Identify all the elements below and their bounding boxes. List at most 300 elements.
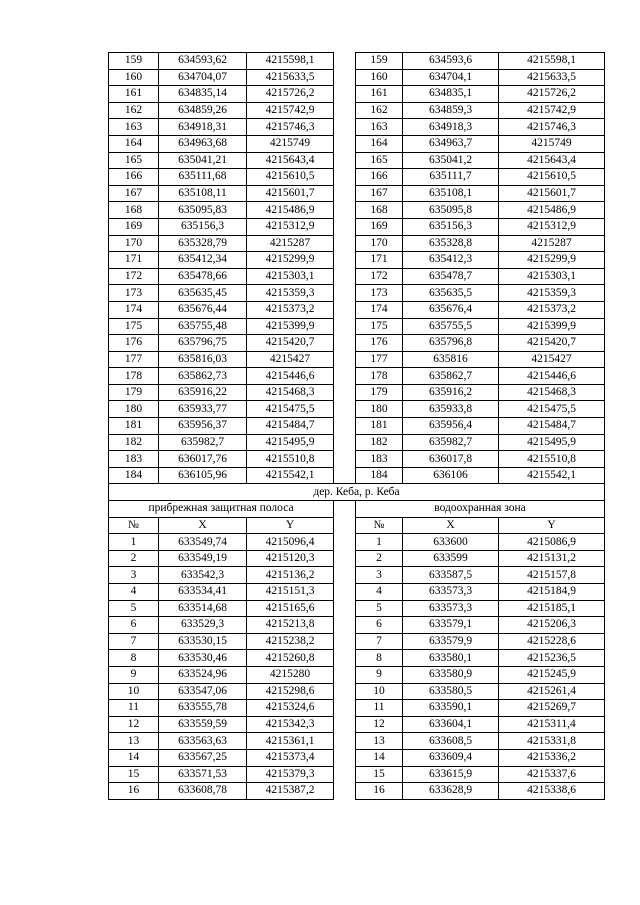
right-y-cell: 4215331,8 <box>499 733 605 750</box>
right-x-cell: 633615,9 <box>403 766 499 783</box>
left-x-cell: 634859,26 <box>159 102 247 119</box>
table-row <box>109 683 605 700</box>
right-num-header: № <box>356 517 403 534</box>
left-num-cell: 1 <box>109 534 159 551</box>
right-y-cell: 4215185,1 <box>499 600 605 617</box>
left-y-cell: 4215601,7 <box>247 185 334 202</box>
right-x-cell: 633580,5 <box>403 683 499 700</box>
column-gap <box>334 301 356 318</box>
right-y-cell: 4215337,6 <box>499 766 605 783</box>
left-y-cell: 4215151,3 <box>247 584 334 601</box>
right-x-cell: 634918,3 <box>403 119 499 136</box>
right-y-cell: 4215601,7 <box>499 185 605 202</box>
right-x-cell: 634859,3 <box>403 102 499 119</box>
right-y-cell: 4215598,1 <box>499 53 605 70</box>
table-row <box>109 53 605 70</box>
table-row <box>109 401 605 418</box>
table-row <box>109 102 605 119</box>
column-gap <box>334 783 356 800</box>
left-x-cell: 633524,96 <box>159 666 247 683</box>
left-x-cell: 635862,73 <box>159 368 247 385</box>
left-x-cell: 633549,19 <box>159 550 247 567</box>
right-y-cell: 4215206,3 <box>499 617 605 634</box>
right-x-cell: 635816 <box>403 351 499 368</box>
left-num-cell: 181 <box>109 418 159 435</box>
right-x-cell: 635916,2 <box>403 384 499 401</box>
column-gap <box>334 401 356 418</box>
left-y-header: Y <box>247 517 334 534</box>
column-gap <box>334 451 356 468</box>
right-num-cell: 169 <box>356 218 403 235</box>
left-num-cell: 6 <box>109 617 159 634</box>
table-row <box>109 666 605 683</box>
right-num-cell: 12 <box>356 716 403 733</box>
right-num-cell: 182 <box>356 434 403 451</box>
left-num-cell: 10 <box>109 683 159 700</box>
left-num-cell: 160 <box>109 69 159 86</box>
right-y-cell: 4215287 <box>499 235 605 252</box>
table-row <box>109 633 605 650</box>
right-y-cell: 4215542,1 <box>499 467 605 484</box>
left-y-cell: 4215468,3 <box>247 384 334 401</box>
right-num-cell: 173 <box>356 285 403 302</box>
right-y-cell: 4215486,9 <box>499 202 605 219</box>
left-y-cell: 4215373,4 <box>247 749 334 766</box>
right-y-header: Y <box>499 517 605 534</box>
column-gap <box>334 69 356 86</box>
table-row <box>109 202 605 219</box>
left-x-cell: 635755,48 <box>159 318 247 335</box>
right-num-cell: 159 <box>356 53 403 70</box>
right-num-cell: 163 <box>356 119 403 136</box>
left-num-cell: 16 <box>109 783 159 800</box>
left-num-cell: 15 <box>109 766 159 783</box>
table-row <box>109 550 605 567</box>
right-x-cell: 633604,1 <box>403 716 499 733</box>
left-num-cell: 3 <box>109 567 159 584</box>
left-table-title: прибрежная защитная полоса <box>109 501 334 518</box>
table-row <box>109 567 605 584</box>
right-y-cell: 4215510,8 <box>499 451 605 468</box>
left-x-cell: 635956,37 <box>159 418 247 435</box>
left-x-cell: 635328,79 <box>159 235 247 252</box>
right-x-cell: 635982,7 <box>403 434 499 451</box>
right-num-cell: 172 <box>356 268 403 285</box>
left-x-cell: 635156,3 <box>159 218 247 235</box>
left-y-cell: 4215165,6 <box>247 600 334 617</box>
left-y-cell: 4215299,9 <box>247 252 334 269</box>
left-y-cell: 4215359,3 <box>247 285 334 302</box>
column-gap <box>334 152 356 169</box>
table-row <box>109 368 605 385</box>
left-num-cell: 182 <box>109 434 159 451</box>
left-y-cell: 4215324,6 <box>247 700 334 717</box>
right-y-cell: 4215742,9 <box>499 102 605 119</box>
column-gap <box>334 335 356 352</box>
right-num-cell: 6 <box>356 617 403 634</box>
left-x-header: X <box>159 517 247 534</box>
column-gap <box>334 318 356 335</box>
right-num-cell: 179 <box>356 384 403 401</box>
right-num-cell: 3 <box>356 567 403 584</box>
left-num-cell: 174 <box>109 301 159 318</box>
left-y-cell: 4215610,5 <box>247 169 334 186</box>
left-num-cell: 161 <box>109 86 159 103</box>
right-table-title: водоохранная зона <box>356 501 605 518</box>
right-x-cell: 634963,7 <box>403 135 499 152</box>
right-x-cell: 633580,1 <box>403 650 499 667</box>
left-x-cell: 634835,14 <box>159 86 247 103</box>
left-y-cell: 4215475,5 <box>247 401 334 418</box>
left-x-cell: 635982,7 <box>159 434 247 451</box>
column-gap <box>334 733 356 750</box>
left-x-cell: 635111,68 <box>159 169 247 186</box>
left-x-cell: 635478,66 <box>159 268 247 285</box>
column-gap <box>334 467 356 484</box>
column-gap <box>334 501 356 518</box>
right-y-cell: 4215643,4 <box>499 152 605 169</box>
right-x-cell: 635933,8 <box>403 401 499 418</box>
table-row <box>109 285 605 302</box>
right-x-cell: 633590,1 <box>403 700 499 717</box>
table-row <box>109 733 605 750</box>
right-x-cell: 635156,3 <box>403 218 499 235</box>
right-num-cell: 170 <box>356 235 403 252</box>
left-num-cell: 167 <box>109 185 159 202</box>
table-row <box>109 434 605 451</box>
left-num-cell: 162 <box>109 102 159 119</box>
left-y-cell: 4215280 <box>247 666 334 683</box>
left-x-cell: 633547,06 <box>159 683 247 700</box>
left-x-cell: 634963,68 <box>159 135 247 152</box>
column-gap <box>334 202 356 219</box>
left-num-cell: 159 <box>109 53 159 70</box>
right-num-cell: 168 <box>356 202 403 219</box>
left-x-cell: 635095,83 <box>159 202 247 219</box>
column-gap <box>334 102 356 119</box>
right-x-cell: 633608,5 <box>403 733 499 750</box>
left-y-cell: 4215287 <box>247 235 334 252</box>
right-y-cell: 4215399,9 <box>499 318 605 335</box>
left-y-cell: 4215495,9 <box>247 434 334 451</box>
table-row <box>109 335 605 352</box>
column-gap <box>334 119 356 136</box>
right-y-cell: 4215236,5 <box>499 650 605 667</box>
right-num-cell: 162 <box>356 102 403 119</box>
right-x-cell: 634704,1 <box>403 69 499 86</box>
table-row <box>109 534 605 551</box>
left-y-cell: 4215446,6 <box>247 368 334 385</box>
left-num-cell: 168 <box>109 202 159 219</box>
right-num-cell: 166 <box>356 169 403 186</box>
left-x-cell: 633534,41 <box>159 584 247 601</box>
left-num-cell: 164 <box>109 135 159 152</box>
left-y-cell: 4215387,2 <box>247 783 334 800</box>
left-x-cell: 636017,76 <box>159 451 247 468</box>
right-y-cell: 4215269,7 <box>499 700 605 717</box>
right-y-cell: 4215475,5 <box>499 401 605 418</box>
left-x-cell: 634593,62 <box>159 53 247 70</box>
left-num-cell: 8 <box>109 650 159 667</box>
left-y-cell: 4215746,3 <box>247 119 334 136</box>
coordinates-table <box>108 52 605 800</box>
table-row <box>109 185 605 202</box>
right-y-cell: 4215746,3 <box>499 119 605 136</box>
left-x-cell: 633530,46 <box>159 650 247 667</box>
right-y-cell: 4215610,5 <box>499 169 605 186</box>
table-row <box>109 749 605 766</box>
right-x-cell: 635095,8 <box>403 202 499 219</box>
right-y-cell: 4215312,9 <box>499 218 605 235</box>
column-gap <box>334 285 356 302</box>
left-num-cell: 183 <box>109 451 159 468</box>
right-num-cell: 177 <box>356 351 403 368</box>
left-x-cell: 635816,03 <box>159 351 247 368</box>
column-gap <box>334 368 356 385</box>
right-num-cell: 171 <box>356 252 403 269</box>
right-num-cell: 1 <box>356 534 403 551</box>
column-gap <box>334 766 356 783</box>
left-x-cell: 633567,25 <box>159 749 247 766</box>
left-y-cell: 4215399,9 <box>247 318 334 335</box>
table-row <box>109 716 605 733</box>
table-row <box>109 169 605 186</box>
right-y-cell: 4215495,9 <box>499 434 605 451</box>
table-row <box>109 467 605 484</box>
right-num-cell: 178 <box>356 368 403 385</box>
left-num-cell: 5 <box>109 600 159 617</box>
right-y-cell: 4215157,8 <box>499 567 605 584</box>
right-x-cell: 635796,8 <box>403 335 499 352</box>
right-x-cell: 635635,5 <box>403 285 499 302</box>
table-row <box>109 766 605 783</box>
column-gap <box>334 683 356 700</box>
left-num-cell: 184 <box>109 467 159 484</box>
right-num-cell: 167 <box>356 185 403 202</box>
right-num-cell: 183 <box>356 451 403 468</box>
left-x-cell: 633608,78 <box>159 783 247 800</box>
right-x-cell: 634835,1 <box>403 86 499 103</box>
left-num-cell: 170 <box>109 235 159 252</box>
left-y-cell: 4215213,8 <box>247 617 334 634</box>
right-y-cell: 4215633,5 <box>499 69 605 86</box>
column-gap <box>334 749 356 766</box>
document-page <box>108 52 604 800</box>
right-num-cell: 165 <box>356 152 403 169</box>
left-num-cell: 4 <box>109 584 159 601</box>
column-gap <box>334 550 356 567</box>
right-num-cell: 174 <box>356 301 403 318</box>
column-gap <box>334 418 356 435</box>
left-y-cell: 4215136,2 <box>247 567 334 584</box>
column-gap <box>334 218 356 235</box>
left-num-cell: 169 <box>109 218 159 235</box>
column-gap <box>334 169 356 186</box>
column-gap <box>334 252 356 269</box>
table-row <box>109 268 605 285</box>
right-y-cell: 4215359,3 <box>499 285 605 302</box>
left-x-cell: 633529,3 <box>159 617 247 634</box>
right-x-cell: 635478,7 <box>403 268 499 285</box>
right-x-cell: 635111,7 <box>403 169 499 186</box>
right-x-cell: 635108,1 <box>403 185 499 202</box>
table-row <box>109 783 605 800</box>
right-x-cell: 635328,8 <box>403 235 499 252</box>
left-y-cell: 4215298,6 <box>247 683 334 700</box>
bottom-rows-section <box>109 534 605 800</box>
table-row <box>109 301 605 318</box>
right-y-cell: 4215245,9 <box>499 666 605 683</box>
left-x-cell: 633563,63 <box>159 733 247 750</box>
left-num-cell: 173 <box>109 285 159 302</box>
left-y-cell: 4215312,9 <box>247 218 334 235</box>
right-num-cell: 13 <box>356 733 403 750</box>
left-y-cell: 4215427 <box>247 351 334 368</box>
left-num-cell: 178 <box>109 368 159 385</box>
column-gap <box>334 666 356 683</box>
section-caption: дер. Кеба, р. Кеба <box>109 484 605 501</box>
right-y-cell: 4215228,6 <box>499 633 605 650</box>
left-num-cell: 163 <box>109 119 159 136</box>
right-num-cell: 184 <box>356 467 403 484</box>
right-num-cell: 180 <box>356 401 403 418</box>
left-num-cell: 175 <box>109 318 159 335</box>
right-x-cell: 636017,8 <box>403 451 499 468</box>
left-x-cell: 635676,44 <box>159 301 247 318</box>
left-y-cell: 4215361,1 <box>247 733 334 750</box>
column-gap <box>334 517 356 534</box>
right-x-cell: 634593,6 <box>403 53 499 70</box>
right-y-cell: 4215484,7 <box>499 418 605 435</box>
left-num-cell: 180 <box>109 401 159 418</box>
column-gap <box>334 633 356 650</box>
right-x-cell: 633600 <box>403 534 499 551</box>
left-x-cell: 635796,75 <box>159 335 247 352</box>
right-x-header: X <box>403 517 499 534</box>
table-row <box>109 600 605 617</box>
left-y-cell: 4215742,9 <box>247 102 334 119</box>
right-num-cell: 2 <box>356 550 403 567</box>
right-x-cell: 633599 <box>403 550 499 567</box>
column-gap <box>334 650 356 667</box>
left-x-cell: 635635,45 <box>159 285 247 302</box>
right-num-cell: 160 <box>356 69 403 86</box>
right-x-cell: 635956,4 <box>403 418 499 435</box>
right-y-cell: 4215468,3 <box>499 384 605 401</box>
left-x-cell: 634918,31 <box>159 119 247 136</box>
column-gap <box>334 268 356 285</box>
right-y-cell: 4215261,4 <box>499 683 605 700</box>
right-num-cell: 161 <box>356 86 403 103</box>
table-row <box>109 86 605 103</box>
table-row <box>109 318 605 335</box>
table-row <box>109 119 605 136</box>
left-num-cell: 13 <box>109 733 159 750</box>
left-y-cell: 4215373,2 <box>247 301 334 318</box>
right-x-cell: 635676,4 <box>403 301 499 318</box>
right-y-cell: 4215303,1 <box>499 268 605 285</box>
left-y-cell: 4215510,8 <box>247 451 334 468</box>
left-x-cell: 634704,07 <box>159 69 247 86</box>
right-y-cell: 4215311,4 <box>499 716 605 733</box>
table-row <box>109 617 605 634</box>
right-x-cell: 633579,1 <box>403 617 499 634</box>
left-x-cell: 633542,3 <box>159 567 247 584</box>
left-x-cell: 635041,21 <box>159 152 247 169</box>
right-x-cell: 633580,9 <box>403 666 499 683</box>
left-y-cell: 4215379,3 <box>247 766 334 783</box>
left-num-cell: 172 <box>109 268 159 285</box>
right-num-cell: 10 <box>356 683 403 700</box>
column-gap <box>334 567 356 584</box>
right-num-cell: 5 <box>356 600 403 617</box>
column-gap <box>334 600 356 617</box>
right-x-cell: 633587,5 <box>403 567 499 584</box>
column-gap <box>334 86 356 103</box>
left-num-header: № <box>109 517 159 534</box>
left-x-cell: 635108,11 <box>159 185 247 202</box>
left-num-cell: 7 <box>109 633 159 650</box>
column-gap <box>334 235 356 252</box>
left-x-cell: 635412,34 <box>159 252 247 269</box>
section-caption-row <box>109 484 605 501</box>
left-num-cell: 166 <box>109 169 159 186</box>
right-num-cell: 8 <box>356 650 403 667</box>
right-y-cell: 4215338,6 <box>499 783 605 800</box>
left-num-cell: 11 <box>109 700 159 717</box>
left-num-cell: 177 <box>109 351 159 368</box>
right-num-cell: 14 <box>356 749 403 766</box>
right-y-cell: 4215299,9 <box>499 252 605 269</box>
column-gap <box>334 534 356 551</box>
left-num-cell: 9 <box>109 666 159 683</box>
left-num-cell: 179 <box>109 384 159 401</box>
right-x-cell: 633573,3 <box>403 584 499 601</box>
table-row <box>109 451 605 468</box>
right-num-cell: 11 <box>356 700 403 717</box>
column-gap <box>334 617 356 634</box>
right-y-cell: 4215446,6 <box>499 368 605 385</box>
column-gap <box>334 135 356 152</box>
right-y-cell: 4215131,2 <box>499 550 605 567</box>
table-row <box>109 218 605 235</box>
right-num-cell: 181 <box>356 418 403 435</box>
left-y-cell: 4215484,7 <box>247 418 334 435</box>
right-x-cell: 633609,4 <box>403 749 499 766</box>
right-x-cell: 633573,3 <box>403 600 499 617</box>
table-row <box>109 418 605 435</box>
column-gap <box>334 53 356 70</box>
column-gap <box>334 716 356 733</box>
table-row <box>109 69 605 86</box>
table-row <box>109 351 605 368</box>
right-num-cell: 15 <box>356 766 403 783</box>
left-y-cell: 4215598,1 <box>247 53 334 70</box>
table-row <box>109 252 605 269</box>
right-x-cell: 635412,3 <box>403 252 499 269</box>
right-x-cell: 635862,7 <box>403 368 499 385</box>
left-y-cell: 4215542,1 <box>247 467 334 484</box>
left-num-cell: 14 <box>109 749 159 766</box>
left-y-cell: 4215260,8 <box>247 650 334 667</box>
right-y-cell: 4215420,7 <box>499 335 605 352</box>
right-num-cell: 164 <box>356 135 403 152</box>
left-y-cell: 4215643,4 <box>247 152 334 169</box>
left-y-cell: 4215486,9 <box>247 202 334 219</box>
left-x-cell: 633571,53 <box>159 766 247 783</box>
right-num-cell: 176 <box>356 335 403 352</box>
left-num-cell: 2 <box>109 550 159 567</box>
